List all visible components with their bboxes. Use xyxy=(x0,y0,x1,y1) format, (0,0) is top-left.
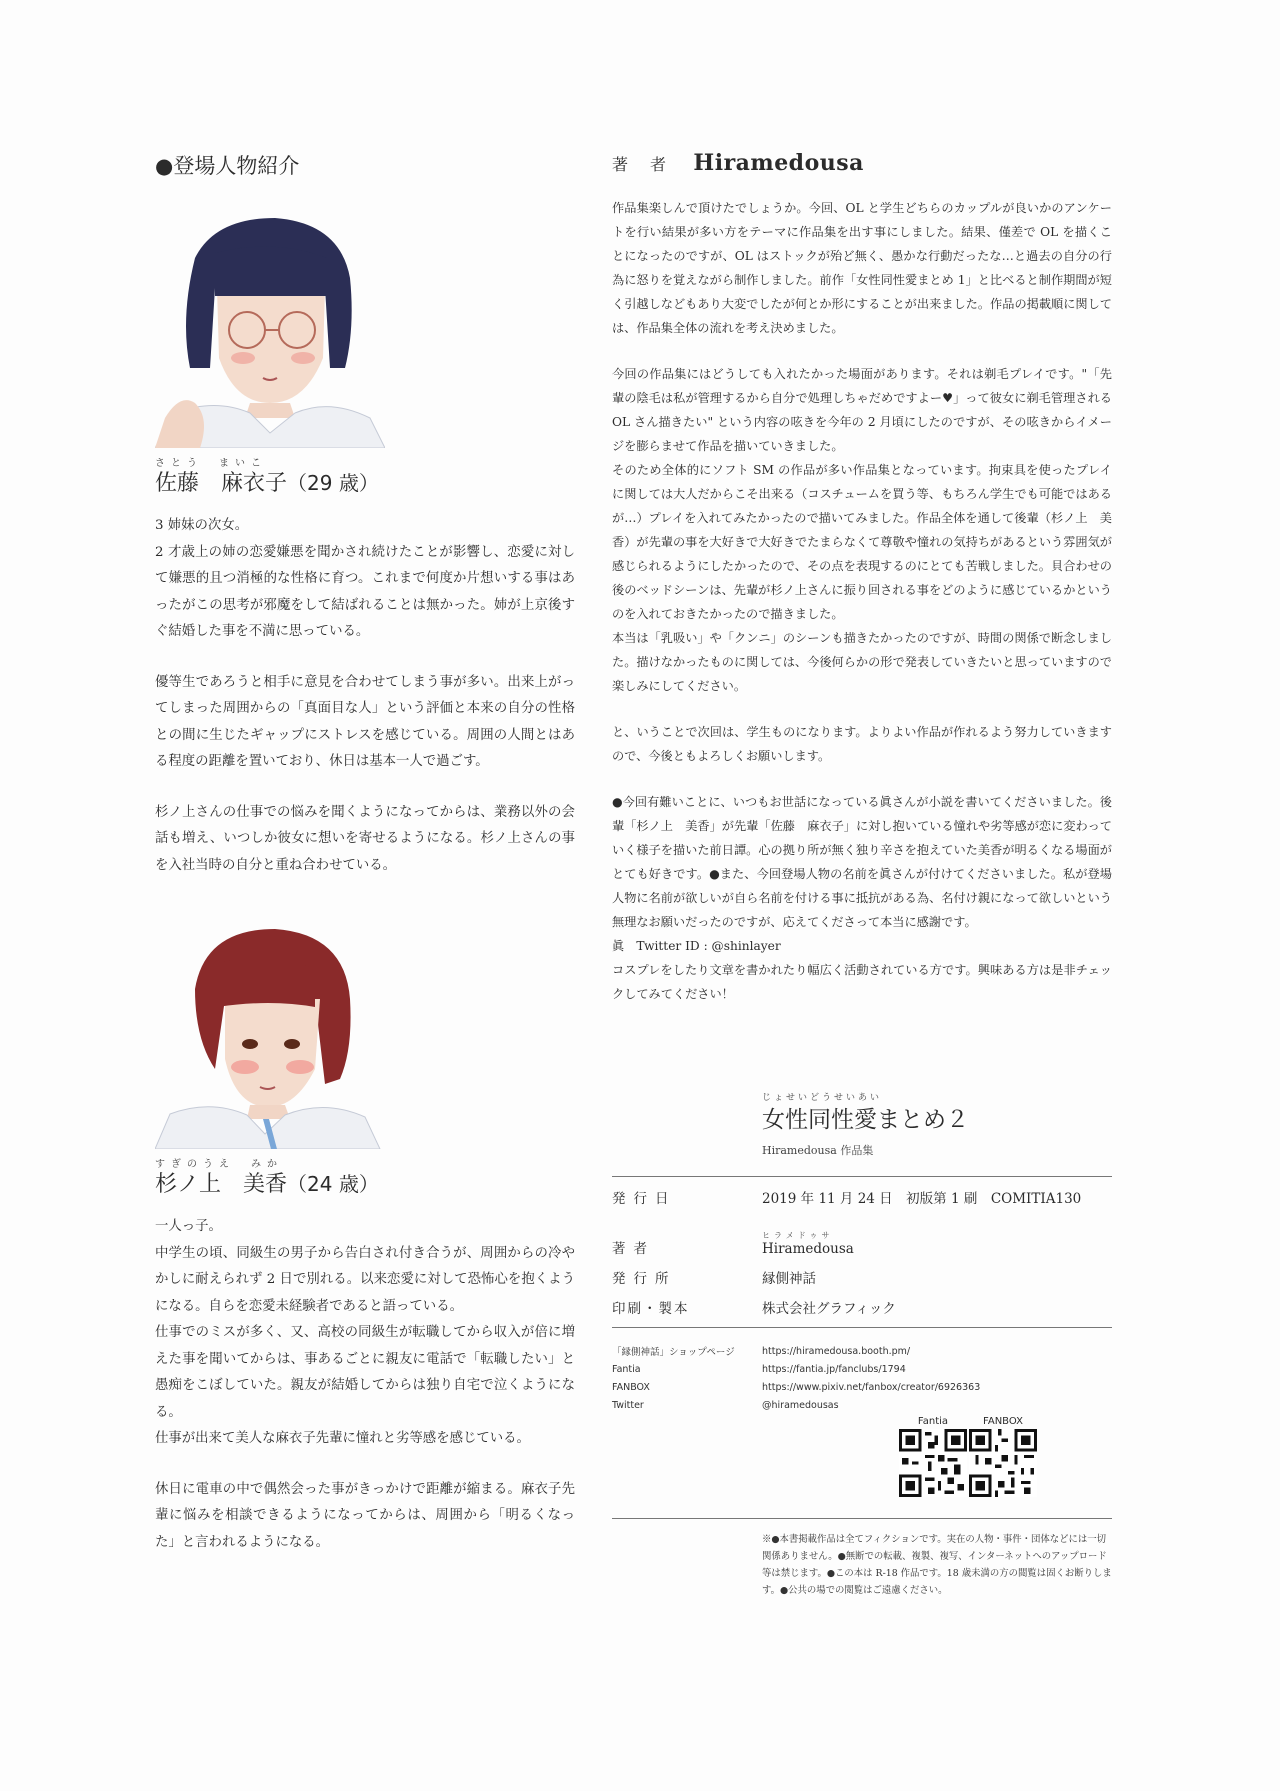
link-url[interactable]: https://www.pixiv.net/fanbox/creator/6926363 xyxy=(762,1381,981,1393)
publisher-row xyxy=(612,1257,1112,1287)
release-date-label: 発行日 xyxy=(612,1191,677,1207)
link-url[interactable]: @hiramedousas xyxy=(762,1399,839,1411)
book-subtitle: Hiramedousa 作品集 xyxy=(762,1144,874,1157)
link-label: 「縁側神話」ショップページ xyxy=(612,1347,735,1358)
author-notes-column xyxy=(612,150,1112,1006)
character-description: 一人っ子。 中学生の頃、同級生の男子から告白され付き合うが、周囲からの冷やかしに耐えられず 2 日で別れる。以来恋愛に対して恐怖心を抱くようになる。自らを恋愛未経験者であると語っている。 仕事でのミスが多く、又、高校の同級生が転職してから収入が倍に増えた事を聞いてからは、事あるごとに親友に電話で「転職したい」と愚痴をこぼしていた。親友が結婚してからは独り自宅で泣くようになる。 仕事が出来て美人な麻衣子先輩に憧れと劣等感を感じている。 xyxy=(155,1219,575,1446)
character-column xyxy=(155,150,575,1556)
character-name-text: 佐藤 麻衣子 xyxy=(155,471,288,496)
printer-label: 印刷・製本 xyxy=(612,1301,690,1317)
portrait-mika-illustration xyxy=(155,919,385,1149)
section-title: ●登場人物紹介 xyxy=(155,154,300,178)
printer-row xyxy=(612,1287,1112,1317)
qr-code-icon xyxy=(899,1429,967,1497)
qr-label: FANBOX xyxy=(983,1416,1023,1427)
character-description: 休日に電車の中で偶然会った事がきっかけで距離が縮まる。麻衣子先輩に悩みを相談できるようになってからは、周囲から「明るくなった」と言われるようになる。 xyxy=(155,1481,575,1550)
portrait-mika xyxy=(155,919,385,1149)
author-value: Hiramedousa xyxy=(762,1241,854,1257)
author-name: Hiramedousa xyxy=(693,150,864,176)
publisher-label: 発行所 xyxy=(612,1271,677,1287)
portrait-maiko-illustration xyxy=(155,218,385,448)
character-age: （29 歳） xyxy=(287,471,379,495)
character-name xyxy=(155,1167,575,1198)
printer-value: 株式会社グラフィック xyxy=(762,1301,896,1317)
author-note-paragraph: 今回の作品集にはどうしても入れたかった場面があります。それは剃毛プレイです。"「先輩の陰毛は私が管理するから自分で処理しちゃだめですよー♥」って彼女に剃毛管理される OL さん描きたい" という内容の呟きを今年の 2 月頃にしたのですが、その呟きからイメージを膨らませて作品を描いていきました。 そのため全体的にソフト SM の作品が多い作品集となっています。拘束具を使ったプレイに関しては大人だからこそ出来る（コスチュームを買う等、もちろん学生でも可能ではあるが…）プレイを入れてみたかったので描いてみました。作品全体を通して後輩（杉ノ上 美香）が先輩の事を大好きで大好きでたまらなくて尊敬や憧れの気持ちがあるという雰囲気が感じられるようにしたかったので、その点を表現するのにとても苦戦しました。貝合わせの後のベッドシーンは、先輩が杉ノ上さんに振り回される事をどのように感じているかというのを入れておきたかったので描きました。 本当は「乳吸い」や「クンニ」のシーンも描きたかったのですが、時間の関係で断念しました。描けなかったものに関しては、今後何らかの形で発表していきたいと思っていますので楽しみにしてください。 xyxy=(612,367,1112,693)
author-note-paragraph: 作品集楽しんで頂けたでしょうか。今回、OL と学生どちらのカップルが良いかのアンケートを行い結果が多い方をテーマに作品集を出す事にしました。結果、僅差で OL を描くことになったのですが、OL はストックが殆ど無く、愚かな行動だったな…と過去の自分の行為に怒りを覚えながら制作しました。前作「女性同性愛まとめ 1」と比べると制作期間が短く引越しなどもあり大変でしたが何とか形にすることが出来ました。作品の掲載順に関しては、作品集全体の流れを考え決めました。 xyxy=(612,201,1112,335)
colophon xyxy=(612,1090,1112,1599)
author-row xyxy=(612,1227,1112,1257)
link-label: Fantia xyxy=(612,1363,641,1375)
character-name-text: 杉ノ上 美香 xyxy=(155,1172,288,1197)
qr-fantia[interactable] xyxy=(897,1416,969,1497)
link-label: FANBOX xyxy=(612,1381,650,1393)
legal-notice: ※●本書掲載作品は全てフィクションです。実在の人物・事件・団体などには一切関係ありません。●無断での転載、複製、複写、インターネットへのアップロード等は禁じます。●この本は R-18 作品です。18 歳未満の方の閲覧は固くお断りします。●公共の場での閲覧はご遠慮ください。 xyxy=(762,1534,1112,1596)
link-url[interactable]: https://hiramedousa.booth.pm/ xyxy=(762,1345,911,1357)
link-row xyxy=(612,1342,1112,1360)
character-name-ruby: さとう まいこ xyxy=(155,458,267,469)
character-age: （24 歳） xyxy=(287,1172,379,1196)
links-list xyxy=(612,1342,1112,1414)
link-row xyxy=(612,1396,1112,1414)
author-heading xyxy=(612,150,1112,178)
qr-code-icon xyxy=(969,1429,1037,1497)
character-name-ruby: すぎのうえ みか xyxy=(155,1159,283,1170)
qr-label: Fantia xyxy=(917,1416,949,1427)
character-description: 優等生であろうと相手に意見を合わせてしまう事が多い。出来上がってしまった周囲からの「真面目な人」という評価と本来の自分の性格との間に生じたギャップにストレスを感じている。周囲の人間とはある程度の距離を置いており、休日は基本一人で過ごす。 xyxy=(155,674,575,769)
release-date-value: 2019 年 11 月 24 日 初版第 1 刷 COMITIA130 xyxy=(762,1191,1082,1207)
link-label: Twitter xyxy=(612,1399,644,1411)
author-role: 著者 xyxy=(612,155,689,174)
author-note-paragraph: と、いうことで次回は、学生ものになります。よりよい作品が作れるよう努力していきますので、今後ともよろしくお願いします。 xyxy=(612,725,1112,763)
character-name xyxy=(155,466,575,497)
divider xyxy=(612,1327,1112,1328)
qr-fanbox[interactable] xyxy=(967,1416,1039,1497)
book-title: 女性同性愛まとめ２ xyxy=(762,1107,969,1133)
author-label: 著者 xyxy=(612,1241,655,1257)
portrait-maiko xyxy=(155,218,385,448)
publisher-value: 縁側神話 xyxy=(762,1271,816,1287)
link-row xyxy=(612,1378,1112,1396)
divider xyxy=(612,1518,1112,1519)
link-row xyxy=(612,1360,1112,1378)
book-title-ruby: じょせいどうせいあい xyxy=(762,1093,883,1103)
link-url[interactable]: https://fantia.jp/fanclubs/1794 xyxy=(762,1363,906,1375)
author-note-paragraph: ●今回有難いことに、いつもお世話になっている眞さんが小説を書いてくださいました。後輩「杉ノ上 美香」が先輩「佐藤 麻衣子」に対し抱いている憧れや劣等感が恋に変わっていく様子を描いた前日譚。心の拠り所が無く独り辛さを抱えていた美香が明るくなる場面がとても好きです。●また、今回登場人物の名前を眞さんが付けてくださいました。私が登場人物に名前が欲しいが自ら名前を付ける事に抵抗がある為、名付け親になって欲しいという無理なお願いだったのですが、応えてくださって本当に感謝です。 眞 Twitter ID : @shinlayer コスプレをしたり文章を書かれたり幅広く活動されている方です。興味ある方は是非チェックしてみてください！ xyxy=(612,795,1112,1001)
character-description: 3 姉妹の次女。 2 才歳上の姉の恋愛嫌悪を聞かされ続けたことが影響し、恋愛に対して嫌悪的且つ消極的な性格に育つ。これまで何度か片想いする事はあったがこの思考が邪魔をして結ばれることは無かった。姉が上京後すぐ結婚した事を不満に思っている。 xyxy=(155,518,575,639)
release-date-row xyxy=(612,1177,1112,1207)
qr-codes xyxy=(612,1414,1112,1514)
character-description: 杉ノ上さんの仕事での悩みを聞くようになってからは、業務以外の会話も増え、いつしか彼女に想いを寄せるようになる。杉ノ上さんの事を入社当時の自分と重ね合わせている。 xyxy=(155,804,575,873)
author-ruby: ヒラメドゥサ xyxy=(762,1231,834,1240)
